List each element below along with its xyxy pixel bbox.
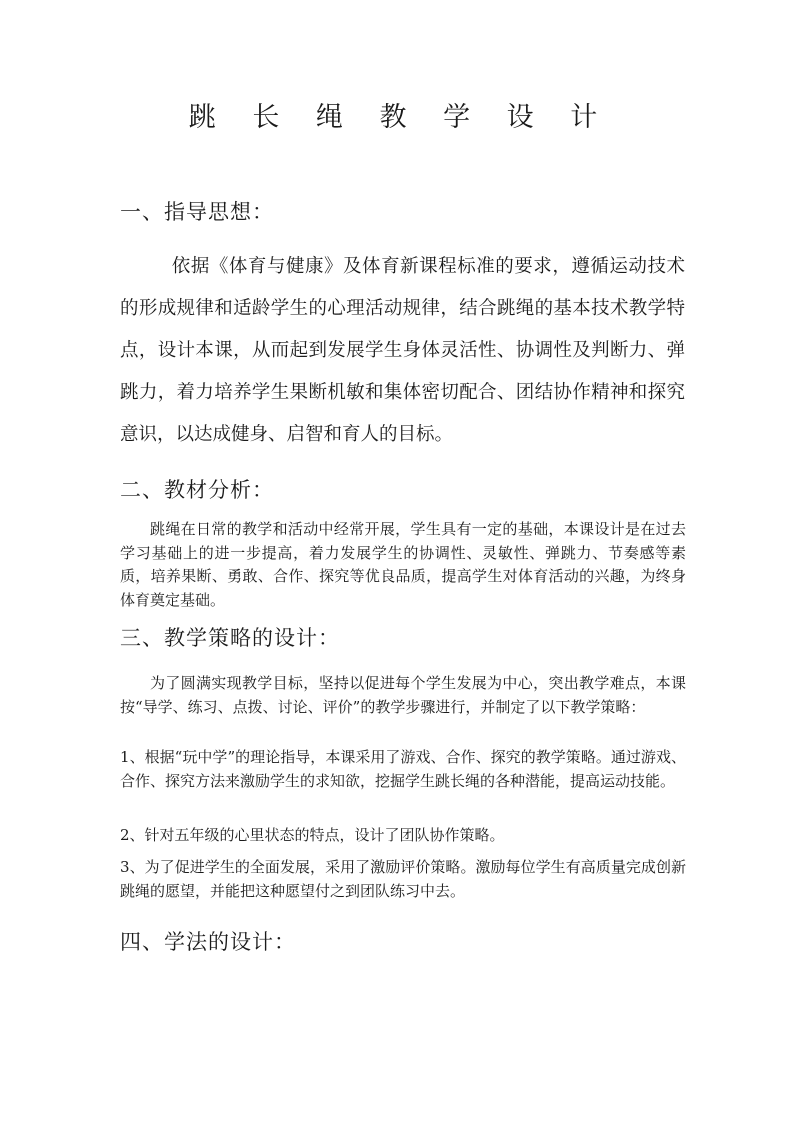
document-title: 跳 长 绳 教 学 设 计 — [188, 102, 612, 133]
paragraph-guiding-ideology: 依据《体育与健康》及体育新课程标准的要求，遵循运动技术的形成规律和适龄学生的心理活动规律，结合跳绳的基本技术教学特点，设计本课，从而起到发展学生身体灵活性、协调性及判断力、弹跳力，着力培养学生果断机敏和集体密切配合、团结协作精神和探究意识，以达成健身、启智和育人的目标。 — [120, 256, 685, 445]
paragraph-strategy-item-3: 3、为了促进学生的全面发展，采用了激励评价策略。激励每位学生有高质量完成创新跳绳的愿望，并能把这种愿望付之到团队练习中去。 — [120, 858, 686, 900]
section-heading-material-analysis: 二、教材分析： — [120, 478, 274, 502]
paragraph-material-analysis: 跳绳在日常的教学和活动中经常开展，学生具有一定的基础，本课设计是在过去学习基础上的进一步提高，着力发展学生的协调性、灵敏性、弹跳力、节奏感等素质，培养果断、勇敢、合作、探究等优良品质，提高学生对体育活动的兴趣，为终身体育奠定基础。 — [120, 520, 686, 609]
section-heading-learning-method: 四、学法的设计： — [120, 930, 296, 954]
section-heading-teaching-strategy: 三、教学策略的设计： — [120, 626, 340, 650]
paragraph-strategy-item-2: 2、针对五年级的心里状态的特点，设计了团队协作策略。 — [120, 826, 505, 844]
paragraph-teaching-strategy-intro: 为了圆满实现教学目标，坚持以促进每个学生发展为中心，突出教学难点，本课按“导学、练习、点拨、讨论、评价”的教学步骤进行，并制定了以下教学策略： — [120, 674, 686, 716]
paragraph-strategy-item-1: 1、根据“玩中学”的理论指导，本课采用了游戏、合作、探究的教学策略。通过游戏、合作、探究方法来激励学生的求知欲，挖掘学生跳长绳的各种潜能，提高运动技能。 — [120, 748, 686, 790]
section-heading-guiding-ideology: 一、指导思想： — [120, 200, 274, 224]
